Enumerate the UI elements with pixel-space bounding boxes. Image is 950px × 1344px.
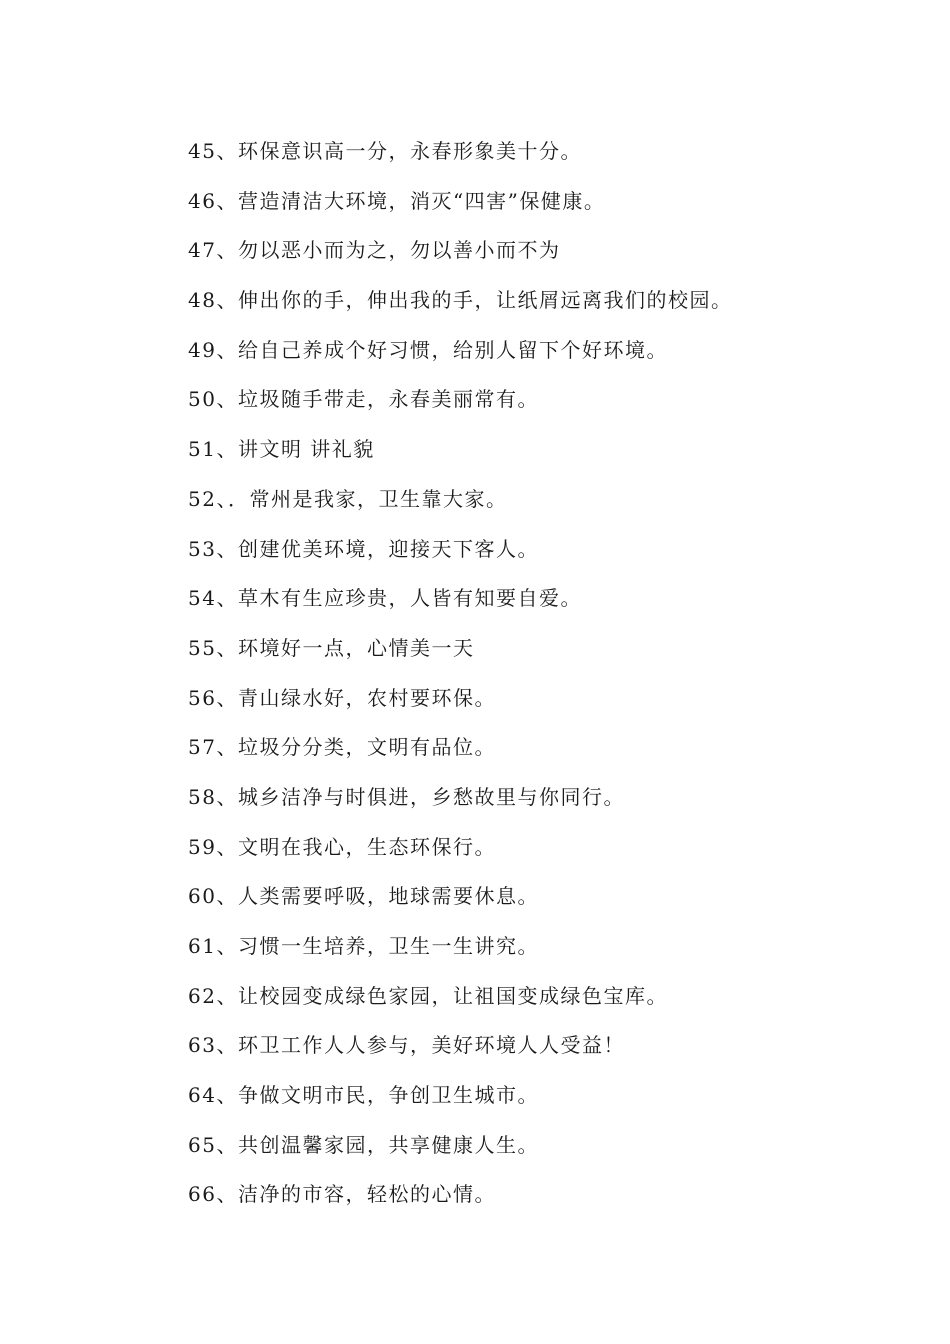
slogan-line: 46、营造清洁大环境，消灭“四害”保健康。	[188, 188, 606, 213]
slogan-line: 54、草木有生应珍贵，人皆有知要自爱。	[188, 586, 582, 611]
slogan-line: 66、洁净的市容，轻松的心情。	[188, 1182, 496, 1207]
slogan-line: 60、人类需要呼吸，地球需要休息。	[188, 884, 539, 909]
slogan-line: 56、青山绿水好，农村要环保。	[188, 685, 496, 710]
slogan-line: 47、勿以恶小而为之，勿以善小而不为	[188, 238, 561, 263]
slogan-line: 52、．常州是我家，卫生靠大家。	[188, 486, 508, 511]
slogan-line: 53、创建优美环境，迎接天下客人。	[188, 536, 539, 561]
slogan-line: 59、文明在我心，生态环保行。	[188, 834, 496, 859]
slogan-line: 63、环卫工作人人参与，美好环境人人受益！	[188, 1033, 625, 1058]
slogan-line: 61、习惯一生培养，卫生一生讲究。	[188, 934, 539, 958]
slogan-line: 49、给自己养成个好习惯，给别人留下个好环境。	[188, 337, 668, 362]
slogan-line: 55、环境好一点，心情美一天	[188, 635, 475, 660]
slogan-line: 58、城乡洁净与时俱进，乡愁故里与你同行。	[188, 784, 625, 809]
slogan-line: 51、讲文明 讲礼貌	[188, 437, 375, 462]
slogan-line: 64、争做文明市民，争创卫生城市。	[188, 1083, 539, 1108]
slogan-line: 45、环保意识高一分，永春形象美十分。	[188, 139, 582, 163]
slogan-line: 48、伸出你的手，伸出我的手，让纸屑远离我们的校园。	[188, 288, 733, 313]
slogan-line: 50、垃圾随手带走，永春美丽常有。	[188, 387, 539, 412]
slogan-list	[188, 136, 908, 1229]
slogan-line: 65、共创温馨家园，共享健康人生。	[188, 1132, 539, 1157]
slogan-line: 57、垃圾分分类，文明有品位。	[188, 735, 496, 760]
slogan-line: 62、让校园变成绿色家园，让祖国变成绿色宝库。	[188, 983, 668, 1008]
